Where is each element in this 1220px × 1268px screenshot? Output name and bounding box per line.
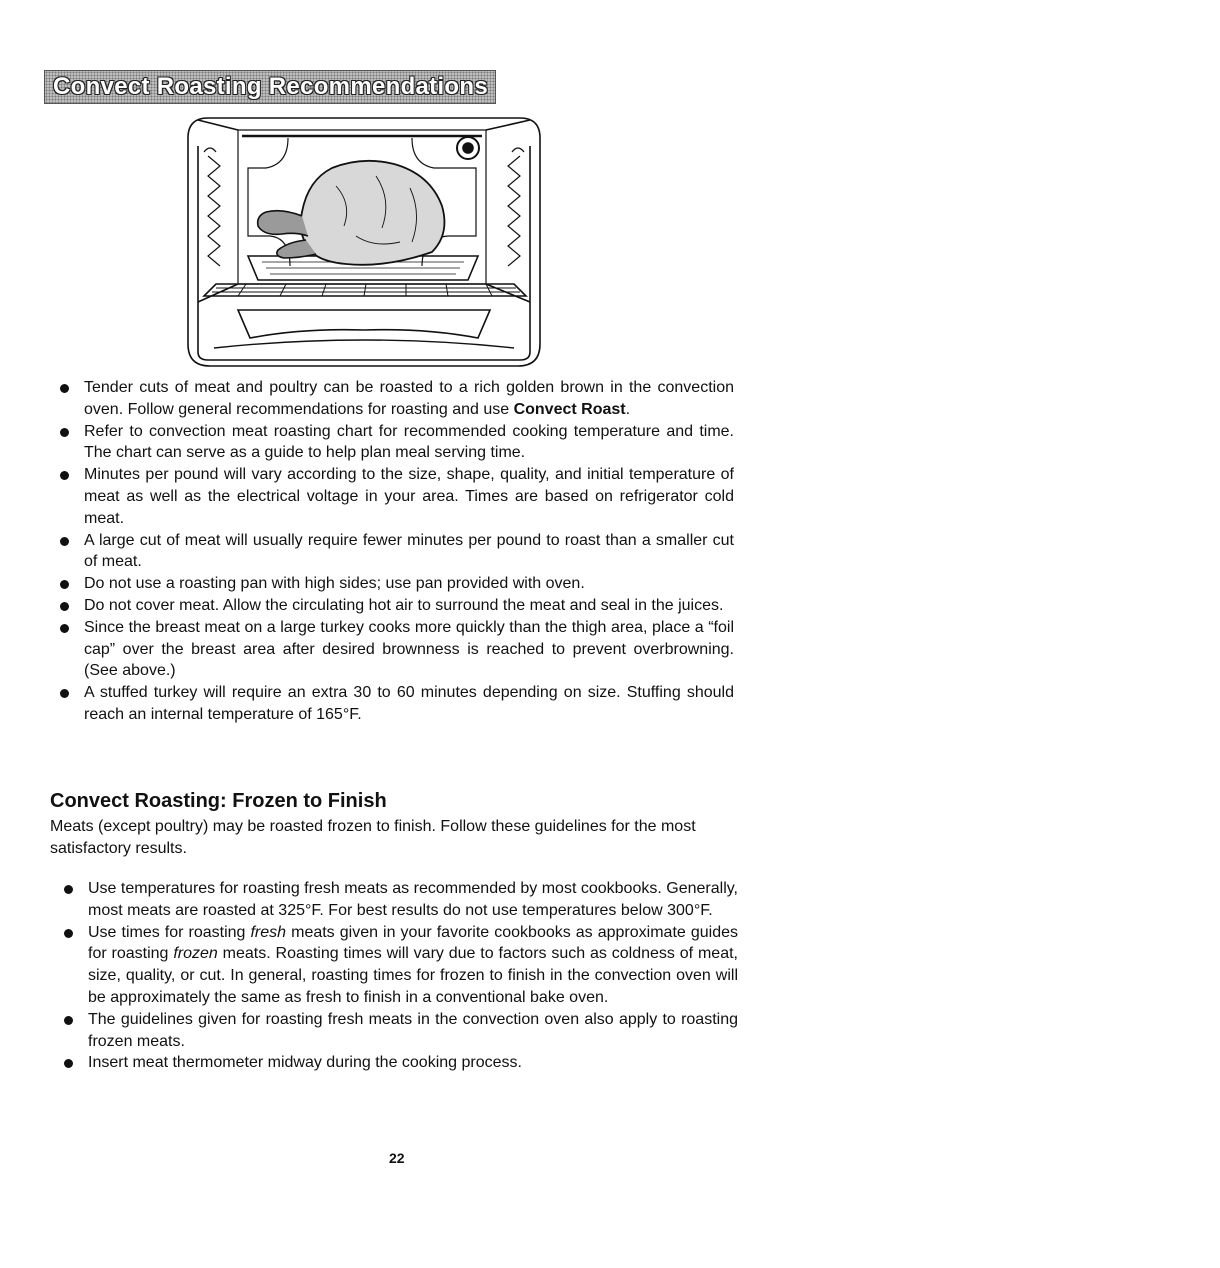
section-heading: Convect Roasting: Frozen to Finish <box>50 790 387 812</box>
bullet-icon <box>60 624 69 633</box>
list-item: Insert meat thermometer midway during the cooking process. <box>62 1052 738 1074</box>
bullet-icon <box>60 428 69 437</box>
list-item: The guidelines given for roasting fresh meats in the convection oven also apply to roasting frozen meats. <box>62 1009 738 1053</box>
turkey-icon <box>301 161 445 265</box>
list-item: A large cut of meat will usually require fewer minutes per pound to roast than a smaller cut of meat. <box>58 530 734 574</box>
bullet-icon <box>60 537 69 546</box>
bullet-icon <box>60 471 69 480</box>
list-item: A stuffed turkey will require an extra 30 to 60 minutes depending on size. Stuffing should reach an internal temperature of 165°F. <box>58 682 734 726</box>
list-item: Minutes per pound will vary according to the size, shape, quality, and initial temperature of meat as well as the electrical voltage in your area. Times are based on refrigerator cold meat. <box>58 464 734 529</box>
list-item: Do not cover meat. Allow the circulating hot air to surround the meat and seal in the juices. <box>58 595 734 617</box>
page-number: 22 <box>389 1150 405 1166</box>
bullet-icon <box>60 602 69 611</box>
bottom-element <box>238 310 490 338</box>
bullet-icon <box>64 929 73 938</box>
bullet-icon <box>60 580 69 589</box>
bullet-icon <box>60 384 69 393</box>
frozen-guidelines-list <box>62 878 738 1074</box>
list-item: Tender cuts of meat and poultry can be roasted to a rich golden brown in the convection oven. Follow general recommendations for roasting and use Convect Roast. <box>58 377 734 421</box>
bullet-icon <box>60 689 69 698</box>
page-title: Convect Roasting Recommendations <box>44 70 496 104</box>
section-intro: Meats (except poultry) may be roasted frozen to finish. Follow these guidelines for the most satisfactory results. <box>50 818 696 857</box>
list-item: Since the breast meat on a large turkey cooks more quickly than the thigh area, place a “foil cap” over the breast area after desired brownness is reached to prevent overbrowning. (See above.) <box>58 617 734 682</box>
list-item: Use times for roasting fresh meats given in your favorite cookbooks as approximate guides for roasting frozen meats. Roasting times will vary due to factors such as coldness of meat, size, quality, or cut. In general, roasting times for frozen to finish in the convection oven will be approximately the same as fresh to finish in a conventional bake oven. <box>62 922 738 1009</box>
bullet-icon <box>64 1016 73 1025</box>
list-item: Do not use a roasting pan with high sides; use pan provided with oven. <box>58 573 734 595</box>
bullet-icon <box>64 885 73 894</box>
oven-turkey-illustration <box>186 116 542 370</box>
bullet-icon <box>64 1059 73 1068</box>
list-item: Refer to convection meat roasting chart for recommended cooking temperature and time. The chart can serve as a guide to help plan meal serving time. <box>58 421 734 465</box>
list-item: Use temperatures for roasting fresh meats as recommended by most cookbooks. Generally, most meats are roasted at 325°F. For best results do not use temperatures below 300°F. <box>62 878 738 922</box>
recommendations-list <box>58 377 734 726</box>
